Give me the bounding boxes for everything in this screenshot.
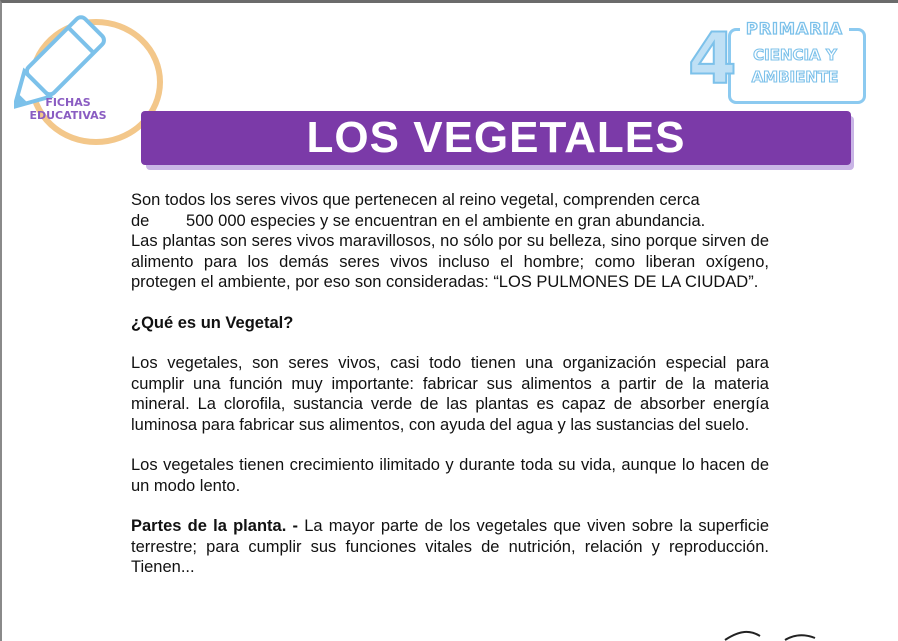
title-banner [141, 111, 851, 165]
subject-line-1: CIENCIA Y [753, 46, 837, 64]
parts-label: Partes de la planta. - [131, 517, 298, 535]
level-label: PRIMARIA [740, 19, 849, 38]
subject-label [734, 44, 856, 88]
growth-paragraph: Los vegetales tienen crecimiento ilimitado y durante toda su vida, aunque lo hacen de un modo lento. [131, 456, 769, 495]
definition-paragraph: Los vegetales, son seres vivos, casi todo tienen una organización especial para cumplir una función muy importante: fabricar sus alimentos a partir de la materia mineral. La clorofila, sustancia verde de las plantas es capaz de absorber energía luminosa para fabricar sus alimentos, con ayuda del agua y las sustancias del suelo. [131, 354, 769, 434]
intro-line-1: Son todos los seres vivos que pertenecen al reino vegetal, comprenden cerca [131, 191, 700, 209]
intro-paragraph [131, 190, 769, 293]
intro-rest: Las plantas son seres vivos maravillosos, no sólo por su belleza, sino porque sirven de alimento para los demás seres vivos incluso el hombre; como liberan oxígeno, protegen el ambiente, por eso son consideradas: “LOS PULMONES DE LA CIUDAD”. [131, 232, 769, 291]
subject-line-2: AMBIENTE [751, 68, 839, 86]
parts-text: La mayor parte de los vegetales que viven sobre la superficie terrestre; para cumplir sus funciones vitales de nutrición, relación y reproducción. Tienen... [131, 517, 769, 576]
question-heading: ¿Qué es un Vegetal? [131, 313, 294, 332]
intro-line-2: de 500 000 especies y se encuentran en el ambiente en gran abundancia. [131, 211, 706, 230]
document-body [131, 190, 769, 578]
page-title: LOS VEGETALES [306, 113, 686, 162]
parts-paragraph [131, 516, 769, 578]
grade-number: 4 [688, 18, 737, 100]
bottom-decoration-icon [715, 626, 825, 641]
logo-text: FICHAS EDUCATIVAS [29, 96, 107, 122]
